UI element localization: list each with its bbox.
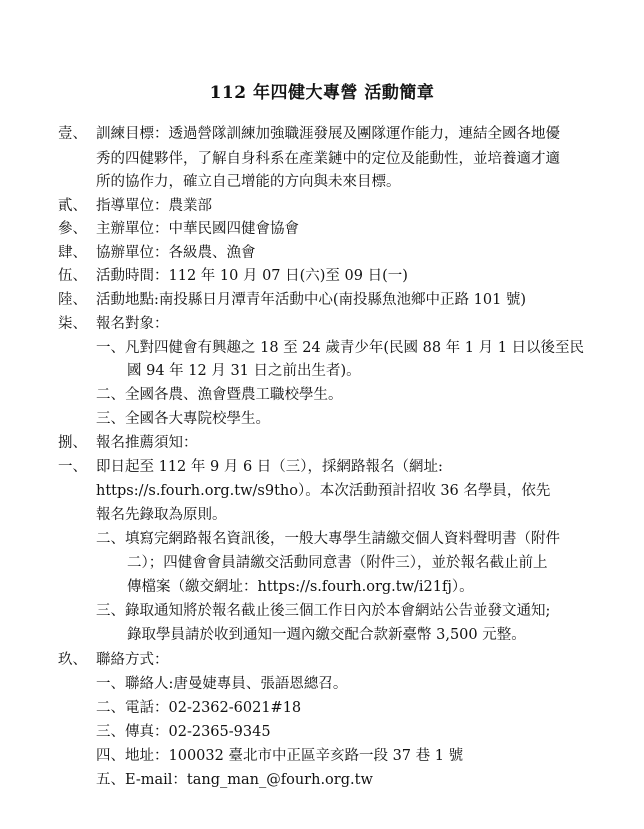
registration-item-3-line-2: 錄取學員請於收到通知一週內繳交配合款新臺幣 3,500 元整。 [127, 627, 526, 643]
section-number-8: 捌、 [58, 435, 87, 451]
contact-person: 一、聯絡人:唐曼婕專員、張語恩總召。 [96, 676, 348, 692]
contact-fax: 三、傳真：02-2365-9345 [96, 724, 271, 740]
registration-item-3-line-1: 三、錄取通知將於報名截止後三個工作日內於本會網站公告並發文通知; [96, 603, 551, 619]
section-number-3: 參、 [58, 221, 87, 237]
supervising-unit: 指導單位：農業部 [96, 198, 212, 214]
registration-item-1-line-3: 報名先錄取為原則。 [96, 507, 227, 523]
eligibility-item-3: 三、全國各大專院校學生。 [96, 411, 270, 427]
registration-item-1-line-1: 即日起至 112 年 9 月 6 日（三），採網路報名（網址: [96, 459, 443, 475]
event-location: 活動地點:南投縣日月潭青年活動中心(南投縣魚池鄉中正路 101 號) [96, 292, 527, 308]
co-organizer: 協辦單位：各級農、漁會 [96, 245, 256, 261]
section-number-1: 壹、 [58, 126, 87, 142]
organizer: 主辦單位：中華民國四健會協會 [96, 221, 299, 237]
registration-item-1-number: 一、 [58, 459, 87, 475]
section-number-7: 柒、 [58, 316, 87, 332]
section-number-2: 貳、 [58, 198, 87, 214]
contact-email: 五、E-mail：tang_man_@fourh.org.tw [96, 772, 373, 788]
eligibility-item-1-line-2: 國 94 年 12 月 31 日之前出生者)。 [127, 363, 361, 379]
registration-item-2-line-1: 二、填寫完網路報名資訊後，一般大專學生請繳交個人資料聲明書（附件 [96, 531, 560, 547]
eligibility-item-1-line-1: 一、凡對四健會有興趣之 18 至 24 歲青少年(民國 88 年 1 月 1 日以後至民 [96, 340, 585, 356]
eligibility-item-2: 二、全國各農、漁會暨農工職校學生。 [96, 387, 343, 403]
contact-phone: 二、電話：02-2362-6021#18 [96, 700, 302, 716]
page-title: 112 年四健大專營 活動簡章 [209, 83, 435, 103]
contact-address: 四、地址：100032 臺北市中正區辛亥路一段 37 巷 1 號 [96, 748, 464, 764]
registration-item-1-line-2: https://s.fourh.org.tw/s9tho）。本次活動預計招收 36 名學員，依先 [96, 483, 551, 499]
eligibility-heading: 報名對象： [96, 316, 169, 332]
section-number-6: 陸、 [58, 292, 87, 308]
contact-heading: 聯絡方式： [96, 652, 169, 668]
registration-heading: 報名推薦須知： [96, 435, 198, 451]
registration-item-2-line-2: 二）；四健會會員請繳交活動同意書（附件三），並於報名截止前上 [127, 555, 548, 571]
training-goal-line-1: 訓練目標：透過營隊訓練加強職涯發展及團隊運作能力，連結全國各地優 [96, 126, 560, 142]
training-goal-line-2: 秀的四健夥伴，了解自身科系在產業鏈中的定位及能動性，並培養適才適 [96, 151, 560, 167]
event-time: 活動時間：112 年 10 月 07 日(六)至 09 日(一) [96, 268, 408, 284]
section-number-9: 玖、 [58, 652, 87, 668]
section-number-5: 伍、 [58, 268, 87, 284]
section-number-4: 肆、 [58, 245, 87, 261]
training-goal-line-3: 所的協作力，確立自己增能的方向與未來目標。 [96, 174, 401, 190]
registration-item-2-line-3: 傳檔案（繳交網址：https://s.fourh.org.tw/i21fj）。 [127, 579, 474, 595]
